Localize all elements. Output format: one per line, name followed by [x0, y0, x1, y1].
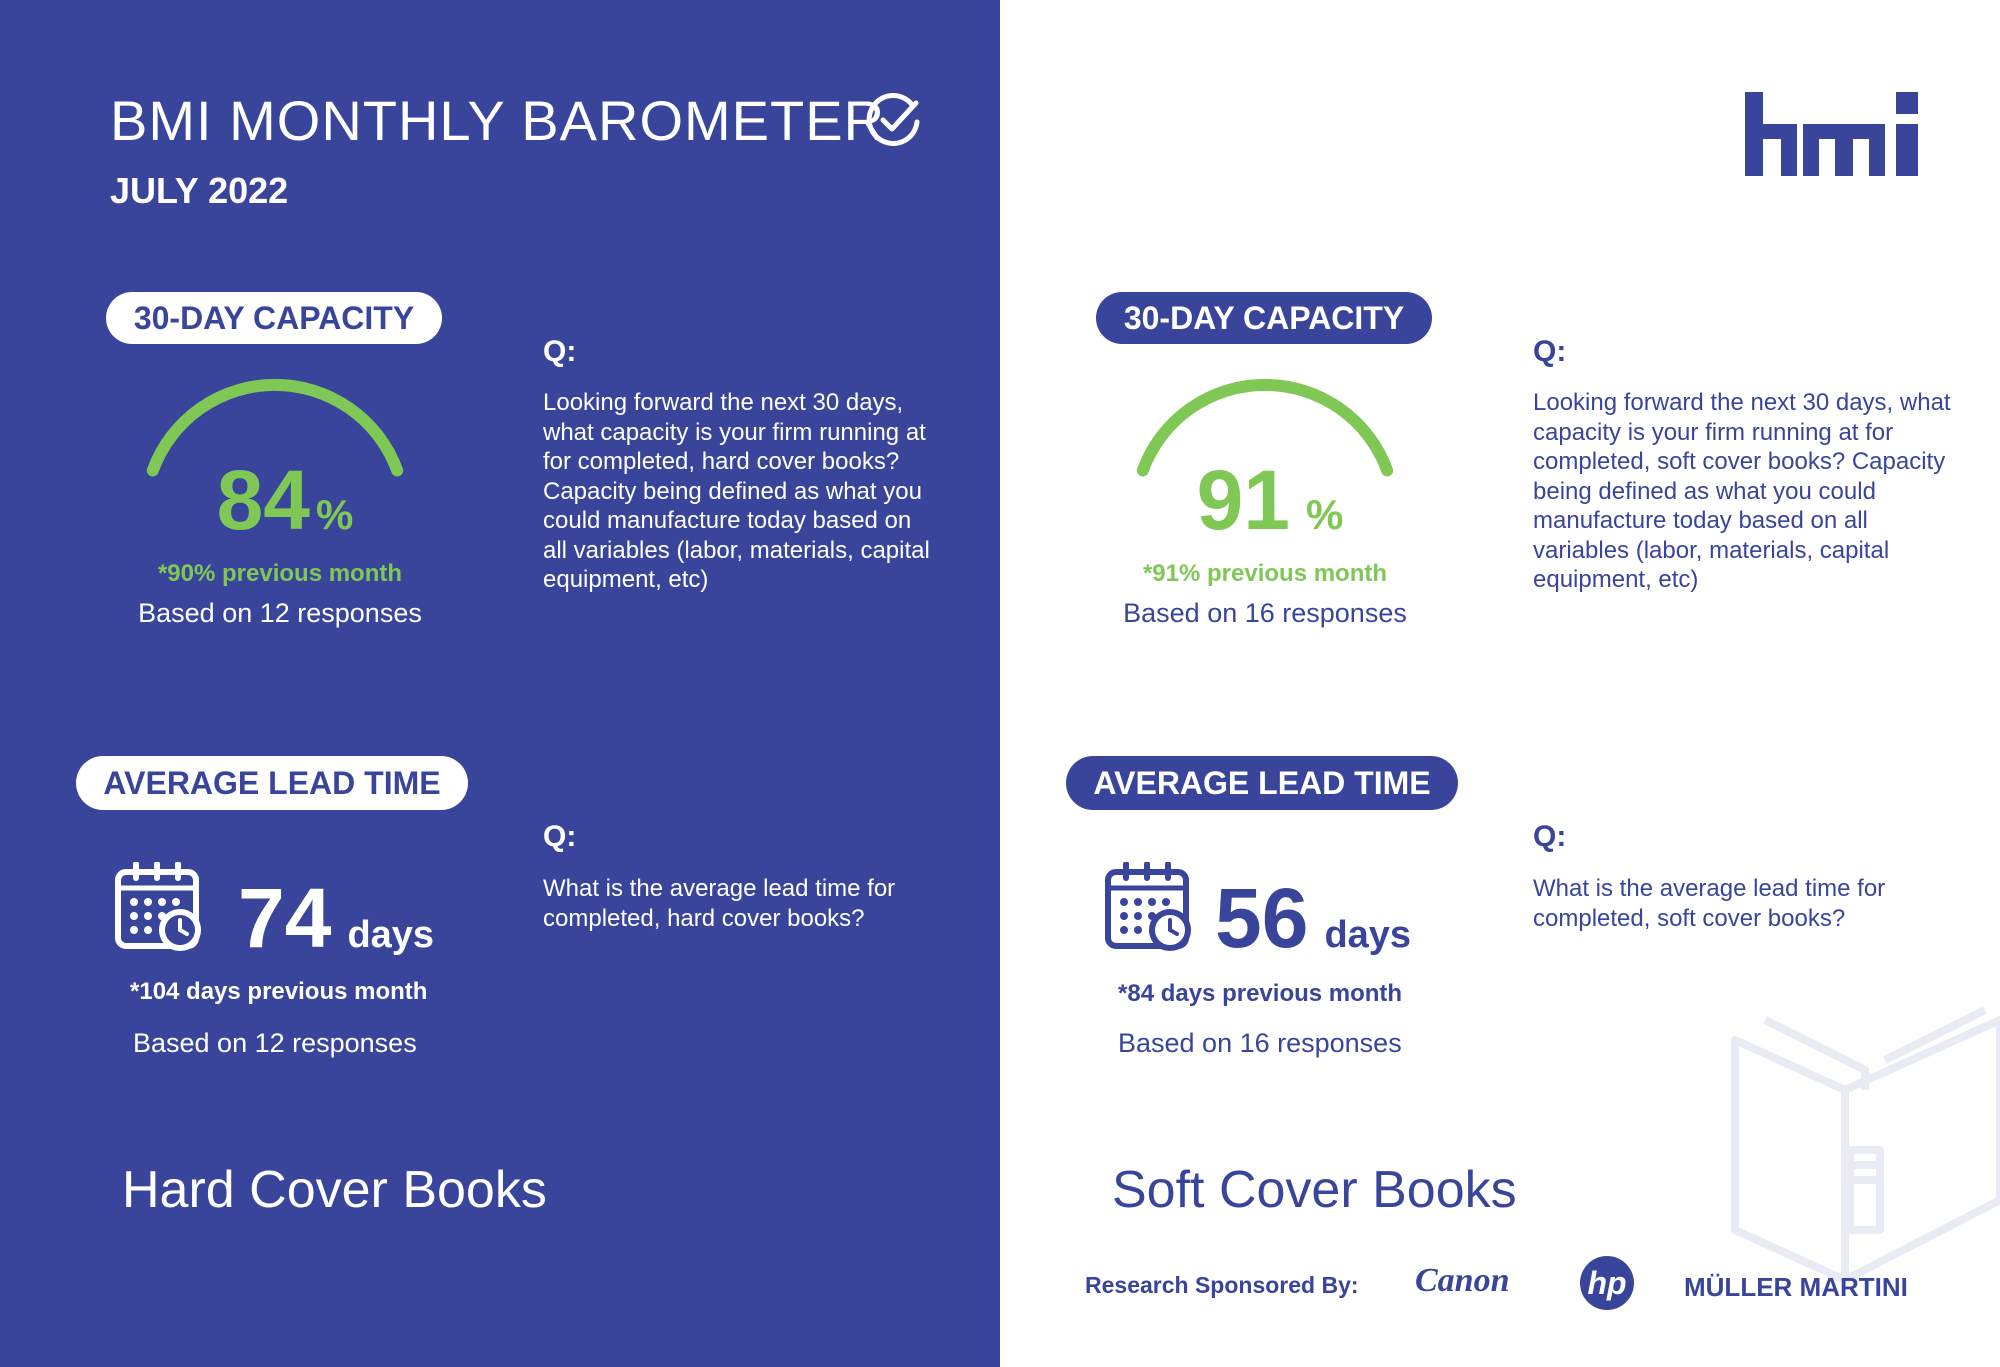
soft-lead-time-question: What is the average lead time for completed, soft cover books? — [1533, 875, 1886, 932]
sponsors-label: Research Sponsored By: — [1085, 1272, 1359, 1298]
hard-capacity-q-label: Q: — [543, 335, 577, 368]
soft-capacity-label: 30-DAY CAPACITY — [1096, 292, 1432, 344]
soft-capacity-value: 91 — [1196, 453, 1291, 547]
soft-capacity-unit: % — [1306, 491, 1344, 538]
soft-cover-section-title: Soft Cover Books — [1112, 1161, 1517, 1219]
hard-lead-time-question: What is the average lead time for completed, hard cover books? — [543, 875, 896, 932]
soft-capacity-previous: *91% previous month — [1142, 560, 1388, 587]
report-date: JULY 2022 — [110, 170, 289, 211]
calendar-clock-icon — [1104, 862, 1194, 952]
soft-capacity-q-label: Q: — [1533, 335, 1567, 368]
soft-lead-time-previous: *84 days previous month — [1118, 980, 1403, 1007]
soft-lead-time-q-label: Q: — [1533, 820, 1567, 853]
book-watermark-icon — [1725, 1000, 2000, 1290]
canon-logo: Canon — [1415, 1262, 1510, 1299]
hard-capacity-value-wrap — [205, 452, 365, 549]
hard-cover-section-title: Hard Cover Books — [122, 1161, 547, 1219]
muller-martini-logo: MÜLLER MARTINI — [1684, 1272, 1908, 1302]
bmi-logo — [1745, 92, 1920, 176]
soft-lead-time-unit: days — [1324, 914, 1412, 956]
hard-capacity-value: 84 — [216, 453, 311, 547]
soft-lead-time-value-wrap — [1215, 870, 1411, 967]
hard-lead-time-value-wrap — [238, 870, 434, 967]
check-circle-icon — [866, 92, 922, 148]
soft-capacity-question: Looking forward the next 30 days, what capacity is your firm running at for completed, soft cover books? Capacity being defined as what you could manufacture today based on all variables (labor, materials, capital equipment, etc) — [1533, 389, 1951, 593]
hard-lead-time-value: 74 — [238, 871, 332, 965]
soft-lead-time-responses: Based on 16 responses — [1118, 1028, 1402, 1058]
hard-lead-time-unit: days — [347, 914, 435, 956]
hard-capacity-unit: % — [316, 491, 354, 538]
hard-lead-time-previous: *104 days previous month — [130, 978, 428, 1005]
hp-logo: hp — [1580, 1256, 1634, 1310]
hard-lead-time-label: AVERAGE LEAD TIME — [76, 756, 468, 810]
soft-lead-time-value: 56 — [1215, 871, 1309, 965]
soft-lead-time-label: AVERAGE LEAD TIME — [1066, 756, 1458, 810]
calendar-clock-icon — [114, 862, 204, 952]
hard-capacity-responses: Based on 12 responses — [138, 598, 422, 628]
hard-lead-time-q-label: Q: — [543, 820, 577, 853]
hard-capacity-label: 30-DAY CAPACITY — [106, 292, 442, 344]
hard-capacity-question: Looking forward the next 30 days, what capacity is your firm running at for completed, hard cover books? Capacity being defined as what you could manufacture today based on all variables (labor, materials, capital equipment, etc) — [543, 389, 930, 593]
soft-capacity-value-wrap — [1185, 452, 1355, 549]
soft-capacity-responses: Based on 16 responses — [1123, 598, 1407, 628]
hard-capacity-previous: *90% previous month — [157, 560, 403, 587]
hard-lead-time-responses: Based on 12 responses — [133, 1028, 417, 1058]
page-title: BMI MONTHLY BAROMETER — [110, 89, 886, 152]
